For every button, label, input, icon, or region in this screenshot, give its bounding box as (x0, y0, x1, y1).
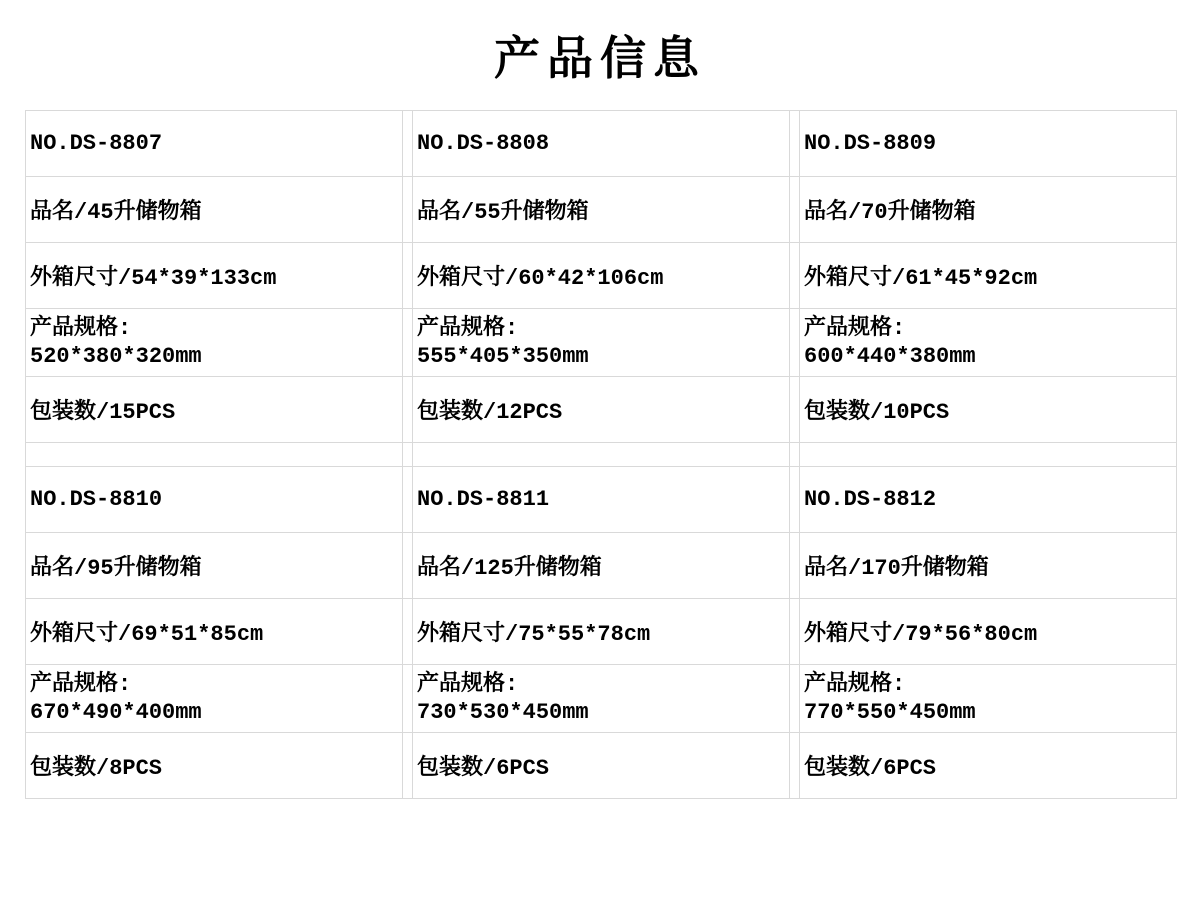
spec-value: 600*440*380mm (804, 343, 976, 369)
spec-label: 产品规格: (417, 315, 519, 341)
spec-label: 产品规格: (804, 671, 906, 697)
gap-cell (403, 665, 413, 733)
spec-label: 产品规格: (804, 315, 906, 341)
spacer-cell (413, 443, 790, 467)
carton-size-cell: 外箱尺寸/79*56*80cm (800, 599, 1177, 665)
gap-cell (403, 177, 413, 243)
header (0, 0, 1200, 110)
packing-qty-cell: 包装数/10PCS (800, 377, 1177, 443)
row-packing-qty (26, 733, 1177, 799)
carton-size-cell: 外箱尺寸/75*55*78cm (413, 599, 790, 665)
packing-qty-cell: 包装数/15PCS (26, 377, 403, 443)
gap-cell (790, 665, 800, 733)
model-no-cell: NO.DS-8811 (413, 467, 790, 533)
row-carton-size (26, 599, 1177, 665)
product-spec-cell (800, 665, 1177, 733)
model-no-cell: NO.DS-8810 (26, 467, 403, 533)
product-spec-cell (413, 309, 790, 377)
gap-cell (790, 443, 800, 467)
spec-value: 730*530*450mm (417, 699, 589, 725)
carton-size-cell: 外箱尺寸/69*51*85cm (26, 599, 403, 665)
gap-cell (790, 377, 800, 443)
packing-qty-cell: 包装数/6PCS (800, 733, 1177, 799)
product-info-table (25, 110, 1177, 799)
model-no-cell: NO.DS-8807 (26, 111, 403, 177)
model-no-cell: NO.DS-8808 (413, 111, 790, 177)
product-spec-cell (26, 309, 403, 377)
product-name-cell: 品名/70升储物箱 (800, 177, 1177, 243)
spec-value: 520*380*320mm (30, 343, 202, 369)
product-name-cell: 品名/170升储物箱 (800, 533, 1177, 599)
product-spec-cell (413, 665, 790, 733)
packing-qty-cell: 包装数/8PCS (26, 733, 403, 799)
spec-value: 770*550*450mm (804, 699, 976, 725)
row-product-name (26, 533, 1177, 599)
model-no-cell: NO.DS-8809 (800, 111, 1177, 177)
gap-cell (403, 243, 413, 309)
product-name-cell: 品名/125升储物箱 (413, 533, 790, 599)
row-carton-size (26, 243, 1177, 309)
gap-cell (403, 443, 413, 467)
packing-qty-cell: 包装数/12PCS (413, 377, 790, 443)
row-spacer (26, 443, 1177, 467)
gap-cell (790, 467, 800, 533)
row-product-spec (26, 665, 1177, 733)
carton-size-cell: 外箱尺寸/61*45*92cm (800, 243, 1177, 309)
spacer-cell (26, 443, 403, 467)
carton-size-cell: 外箱尺寸/54*39*133cm (26, 243, 403, 309)
carton-size-cell: 外箱尺寸/60*42*106cm (413, 243, 790, 309)
gap-cell (790, 111, 800, 177)
product-name-cell: 品名/95升储物箱 (26, 533, 403, 599)
row-product-spec (26, 309, 1177, 377)
row-model-no (26, 111, 1177, 177)
spec-value: 555*405*350mm (417, 343, 589, 369)
spec-label: 产品规格: (30, 671, 132, 697)
gap-cell (403, 467, 413, 533)
product-spec-cell (800, 309, 1177, 377)
row-packing-qty (26, 377, 1177, 443)
page-title: 产品信息 (494, 31, 706, 85)
gap-cell (403, 111, 413, 177)
gap-cell (403, 309, 413, 377)
spacer-cell (800, 443, 1177, 467)
gap-cell (790, 533, 800, 599)
gap-cell (790, 733, 800, 799)
product-spec-cell (26, 665, 403, 733)
model-no-cell: NO.DS-8812 (800, 467, 1177, 533)
row-product-name (26, 177, 1177, 243)
spec-label: 产品规格: (30, 315, 132, 341)
product-name-cell: 品名/45升储物箱 (26, 177, 403, 243)
gap-cell (403, 377, 413, 443)
gap-cell (403, 599, 413, 665)
packing-qty-cell: 包装数/6PCS (413, 733, 790, 799)
spec-value: 670*490*400mm (30, 699, 202, 725)
gap-cell (790, 309, 800, 377)
gap-cell (790, 243, 800, 309)
gap-cell (790, 177, 800, 243)
product-name-cell: 品名/55升储物箱 (413, 177, 790, 243)
row-model-no (26, 467, 1177, 533)
gap-cell (790, 599, 800, 665)
gap-cell (403, 733, 413, 799)
gap-cell (403, 533, 413, 599)
spec-label: 产品规格: (417, 671, 519, 697)
